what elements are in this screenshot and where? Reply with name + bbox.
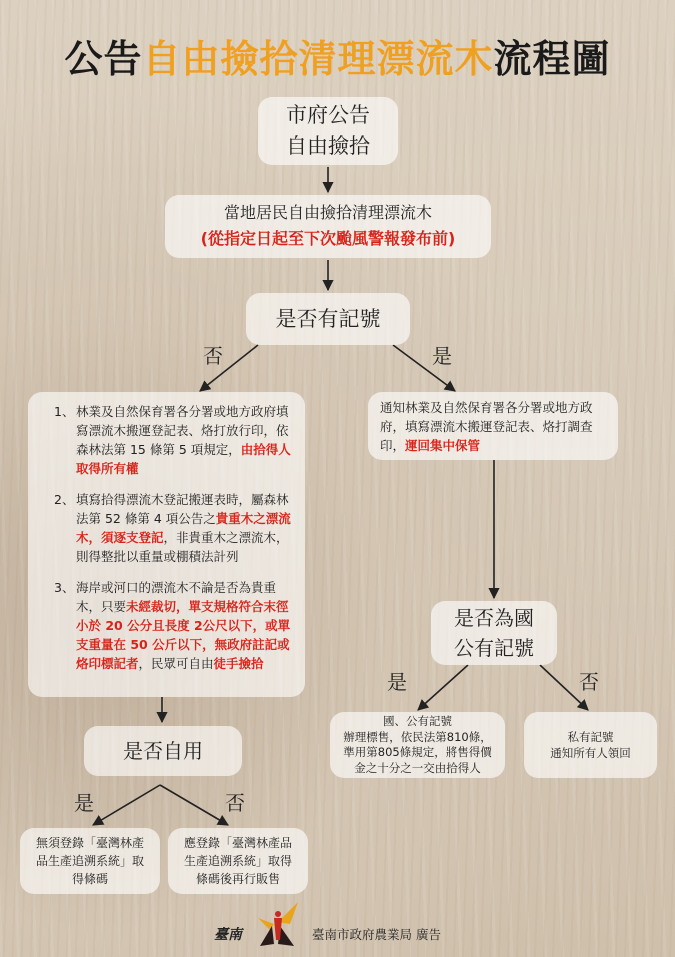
rule-2-text-end: ，非貴重木之漂流木，則得整批以重量或棚積法計列 [76, 530, 289, 564]
rule-item-3 [54, 578, 291, 673]
tainan-logo-icon [252, 896, 302, 948]
step-announcement-box [258, 97, 398, 165]
decision3-text: 是否自用 [123, 739, 203, 763]
step2-period: (從指定日起至下次颱風警報發布前) [200, 229, 456, 248]
notify-text: 通知林業及自然保育署各分署或地方政府，填寫漂流木搬運登記表、烙打調查印， [380, 400, 593, 453]
private-mark-box [524, 712, 657, 778]
unmarked-rules-box [28, 392, 305, 697]
marked-notify-box [368, 392, 618, 460]
decision3-yes-label: 是 [74, 791, 94, 815]
title-part1: 公告 [64, 37, 143, 81]
rule-2-text: 填寫拾得漂流木登記搬運表時，屬森林法第 52 條第 4 項公告之 [76, 492, 289, 526]
decision2-no-label: 否 [579, 670, 599, 694]
decision-marked-box [246, 293, 410, 345]
step1-line2: 自由撿拾 [286, 134, 370, 158]
rule-1-text: 林業及自然保育署各分署或地方政府填寫漂流木搬運登記表、烙打放行印，依森林法第 15 條第 5 項規定， [76, 404, 289, 457]
public-line2: 辦理標售，依民法第810條， [343, 729, 492, 744]
self-yes-line3: 得條碼 [71, 872, 108, 886]
rule-item-1 [54, 402, 291, 478]
decision2-yes-label: 是 [387, 670, 407, 694]
step1-line1: 市府公告 [286, 103, 370, 127]
self-no-line1: 應登錄「臺灣林產品 [183, 836, 292, 850]
step-collect-box [165, 195, 491, 258]
private-line1: 私有記號 [567, 730, 614, 744]
decision-public-mark-box [431, 601, 557, 665]
decision3-no-label: 否 [225, 791, 245, 815]
decision2-line2: 公有記號 [454, 636, 534, 660]
decision1-text: 是否有記號 [275, 307, 381, 331]
rule-3-text: 海岸或河口的漂流木不論是否為貴重木，只要 [76, 580, 277, 614]
arrow-decision3-no [160, 785, 228, 825]
self-use-no-box [168, 828, 308, 894]
rule-3-emphasis: 未經裁切，單支規格符合末徑小於 20 公分且長度 2公尺以下，或單支重量在 50 公斤以下，無政府註記或烙印標記者 [76, 599, 291, 671]
arrow-decision3-yes [93, 785, 160, 825]
public-line4: 金之十分之一交由拾得人 [354, 760, 481, 775]
tainan-logo-text: 臺南 [214, 927, 242, 943]
rule-item-2 [54, 490, 291, 566]
step2-line1: 當地居民自由撿拾清理漂流木 [223, 203, 432, 222]
decision1-no-label: 否 [203, 344, 223, 368]
rule-2-number: 2、 [54, 492, 75, 507]
rule-2-emphasis: 貴重木之漂流木，須逐支登記 [76, 511, 291, 545]
footer-organization: 臺南市政府農業局 廣告 [312, 927, 441, 942]
public-line1: 國、公有記號 [383, 714, 452, 728]
rule-3-number: 3、 [54, 580, 75, 595]
decision2-line1: 是否為國 [454, 606, 534, 630]
rule-1-number: 1、 [54, 404, 75, 419]
rule-3-text-mid: ，民眾可自由 [138, 656, 214, 671]
self-no-line3: 條碼後再行販售 [195, 872, 280, 886]
title-part2: 流程圖 [493, 37, 611, 81]
self-no-line2: 生產追溯系統」取得 [183, 854, 292, 868]
self-yes-line2: 品生產追溯系統」取 [35, 854, 144, 868]
title-highlight: 自由撿拾清理漂流木 [142, 37, 494, 81]
self-yes-line1: 無須登錄「臺灣林產 [35, 836, 144, 850]
arrow-decision2-yes [418, 665, 468, 710]
decision1-yes-label: 是 [432, 344, 452, 368]
public-line3: 準用第805條規定，將售得價 [343, 745, 492, 759]
notify-emphasis: 運回集中保管 [405, 438, 481, 453]
decision-self-use-box [84, 726, 242, 776]
private-line2: 通知所有人領回 [550, 745, 631, 760]
rule-1-emphasis: 由拾得人取得所有權 [76, 442, 291, 476]
self-use-yes-box [20, 828, 160, 894]
rule-3-emphasis-end: 徒手撿拾 [213, 656, 264, 671]
public-mark-box [330, 712, 505, 778]
